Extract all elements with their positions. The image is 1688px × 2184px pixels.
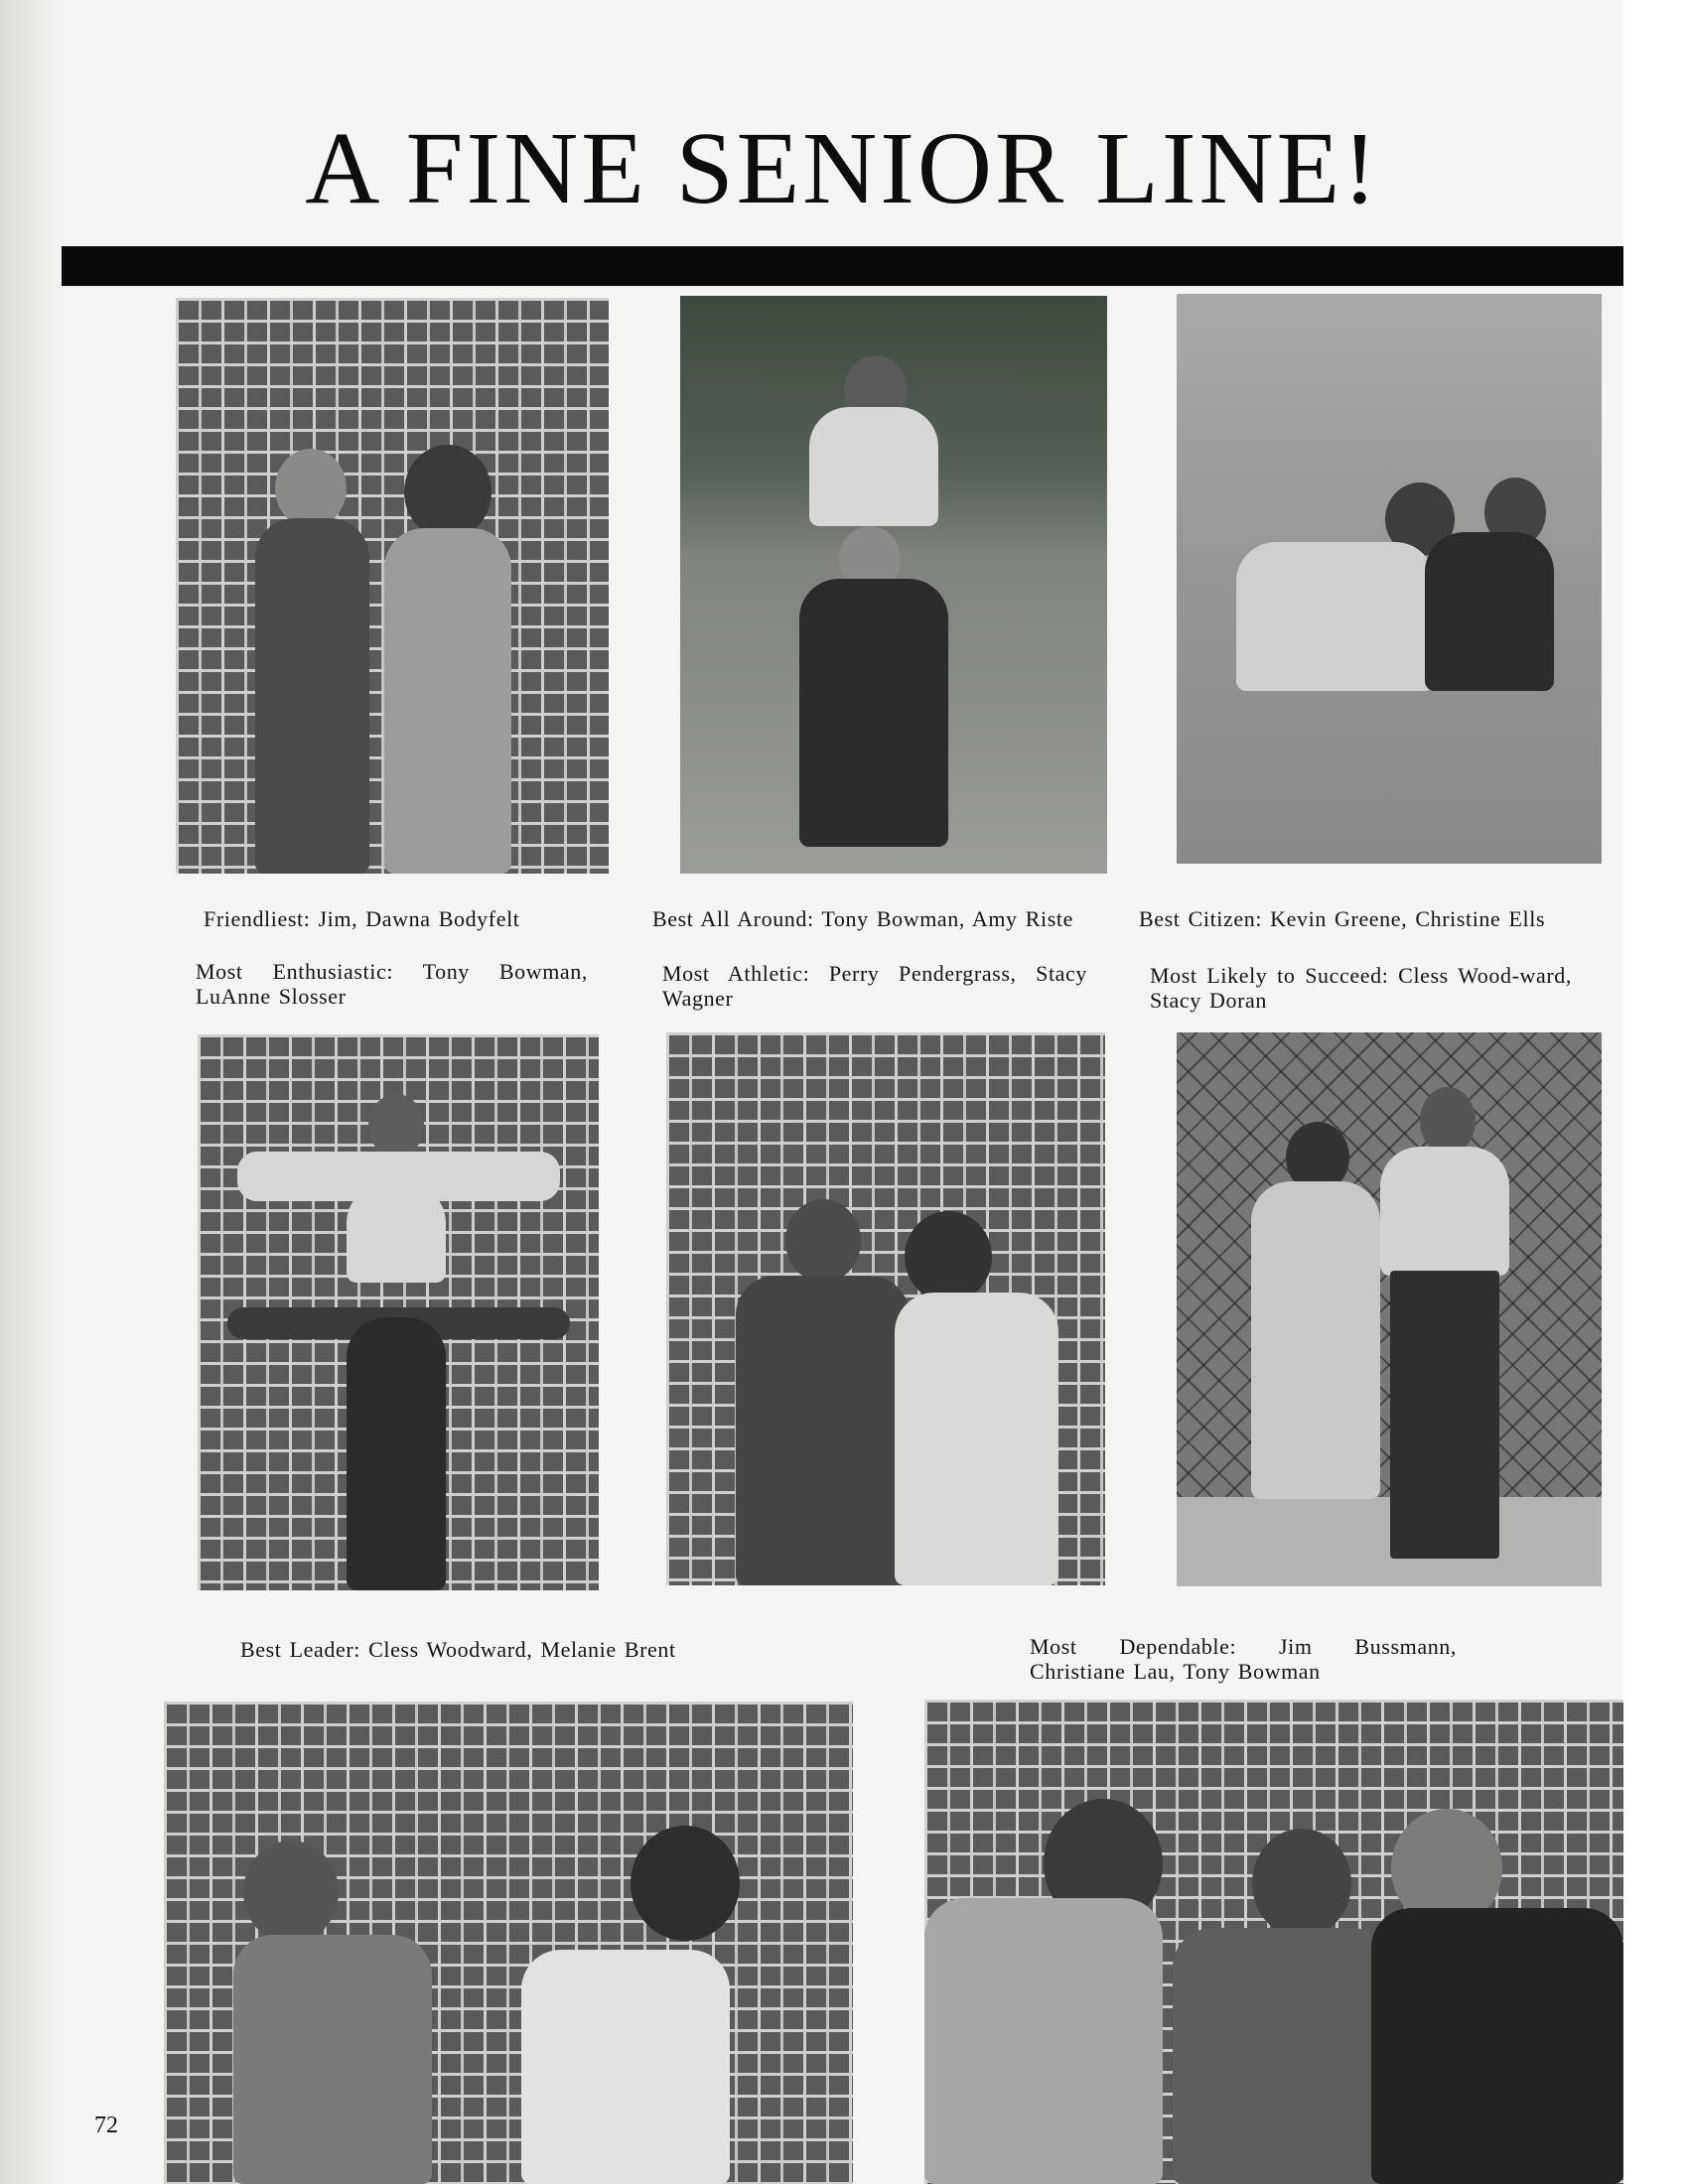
page-margin-right [1623,0,1688,2184]
caption-friendliest: Friendliest: Jim, Dawna Bodyfelt [204,906,520,931]
caption-best-all-around: Best All Around: Tony Bowman, Amy Riste [652,906,1073,931]
caption-most-athletic: Most Athletic: Perry Pendergrass, Stacy Wagner [662,961,1087,1011]
title-rule [62,246,1623,286]
page-number: 72 [94,2113,118,2138]
photo-most-athletic [666,1032,1105,1585]
photo-best-citizen [1177,294,1602,864]
caption-most-likely-to-succeed: Most Likely to Succeed: Cless Wood-ward, Stacy Doran [1150,963,1572,1013]
photo-friendliest [176,298,609,874]
photo-most-dependable [924,1700,1623,2184]
caption-most-dependable: Most Dependable: Jim Bussmann, Christiane Lau, Tony Bowman [1030,1634,1457,1684]
photo-most-likely-to-succeed [1177,1032,1602,1586]
page-binding-edge [0,0,62,2184]
caption-best-leader: Best Leader: Cless Woodward, Melanie Brent [240,1637,676,1662]
caption-most-enthusiastic: Most Enthusiastic: Tony Bowman, LuAnne Slosser [196,959,588,1009]
page-title: A FINE SENIOR LINE! [305,111,1380,225]
photo-most-enthusiastic [198,1034,599,1590]
photo-best-leader [164,1702,853,2184]
caption-best-citizen: Best Citizen: Kevin Greene, Christine Ells [1139,906,1546,931]
photo-best-all-around [680,296,1107,874]
